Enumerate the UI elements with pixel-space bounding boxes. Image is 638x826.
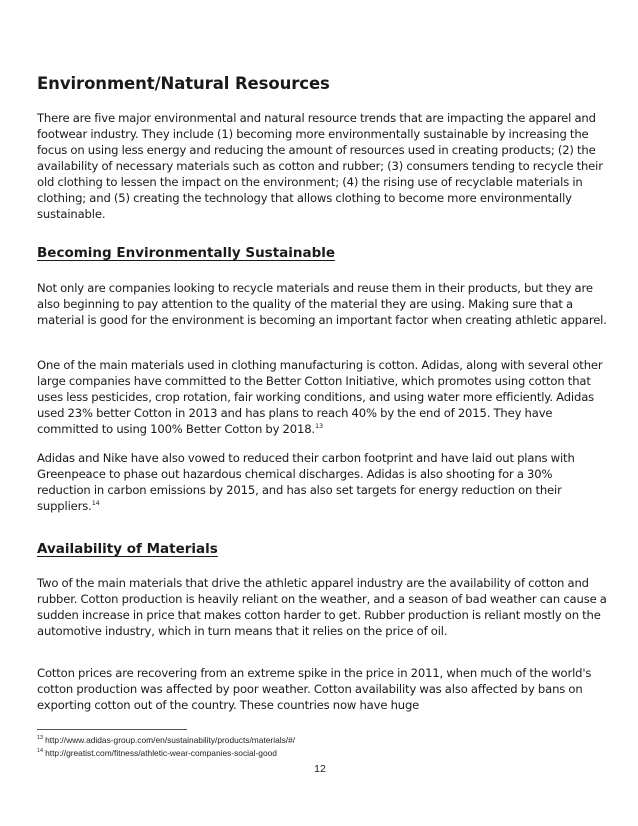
sustainable-paragraph-2: One of the main materials used in clothing manufacturing is cotton. Adidas, along with several other large companies have committed to the Better Cotton Initiative, which promotes using cotton that uses less pesticides, crop rotation, fair working conditions, and using water more efficiently. Adidas used 23% better Cotton in 2013 and has plans to reach 40% by the end of 2015. They have committed to using 100% Better Cotton by 2018.13 bbox=[37, 358, 603, 436]
footnote-13: $^{13}$ http://www.adidas-group.com/en/sustainability/products/materials/#/ bbox=[37, 735, 296, 745]
intro-paragraph: There are five major environmental and natural resource trends that are impacting the apparel and footwear industry. They include (1) becoming more environmentally sustainable by increasing the focus on using less energy and reducing the amount of resources used in creating products; (2) the availability of necessary materials such as cotton and rubber; (3) consumers tending to recycle their old clothing to lessen the impact on the environment; (4) the rising use of recyclable materials in clothing; and (5) creating the technology that allows clothing to become more environmentally sustainable. bbox=[37, 111, 603, 221]
sustainable-paragraph-1: Not only are companies looking to recycle materials and reuse them in their products, but they are also beginning to pay attention to the quality of the material they are using. Making sure that a material is good for the environment is becoming an important factor when creating athletic apparel. bbox=[37, 281, 607, 327]
availability-paragraph-1: Two of the main materials that drive the athletic apparel industry are the availability of cotton and rubber. Cotton production is heavily reliant on the weather, and a season of bad weather can cause a sudden increase in price that makes cotton harder to get. Rubber production is reliant mostly on the automotive industry, which in turn means that it relies on the price of oil. bbox=[37, 576, 607, 638]
sustainable-paragraph-3: Adidas and Nike have also vowed to reduced their carbon footprint and have laid out plans with Greenpeace to phase out hazardous chemical discharges. Adidas is also shooting for a 30% reduction in carbon emissions by 2015, and has also set targets for energy reduction on their suppliers.$^{14}$ bbox=[37, 451, 575, 513]
section-title: Environment/Natural Resources bbox=[37, 74, 330, 93]
footnote-14: $^{14}$ http://greatist.com/fitness/athletic-wear-companies-social-good bbox=[37, 748, 277, 758]
page-number: 12 bbox=[314, 763, 326, 775]
footnote-ref-14: 14 bbox=[91, 499, 100, 507]
availability-paragraph-2: Cotton prices are recovering from an extreme spike in the price in 2011, when much of the world's cotton production was affected by poor weather. Cotton availability was also affected by bans on exporting cotton out of the country. These countries now have huge bbox=[37, 666, 592, 712]
footnote-ref-13: 13 bbox=[314, 422, 323, 430]
footnote-divider bbox=[37, 729, 187, 730]
subsection-title-availability: Availability of Materials bbox=[37, 541, 218, 557]
subsection-title-sustainable: Becoming Environmentally Sustainable bbox=[37, 245, 336, 261]
